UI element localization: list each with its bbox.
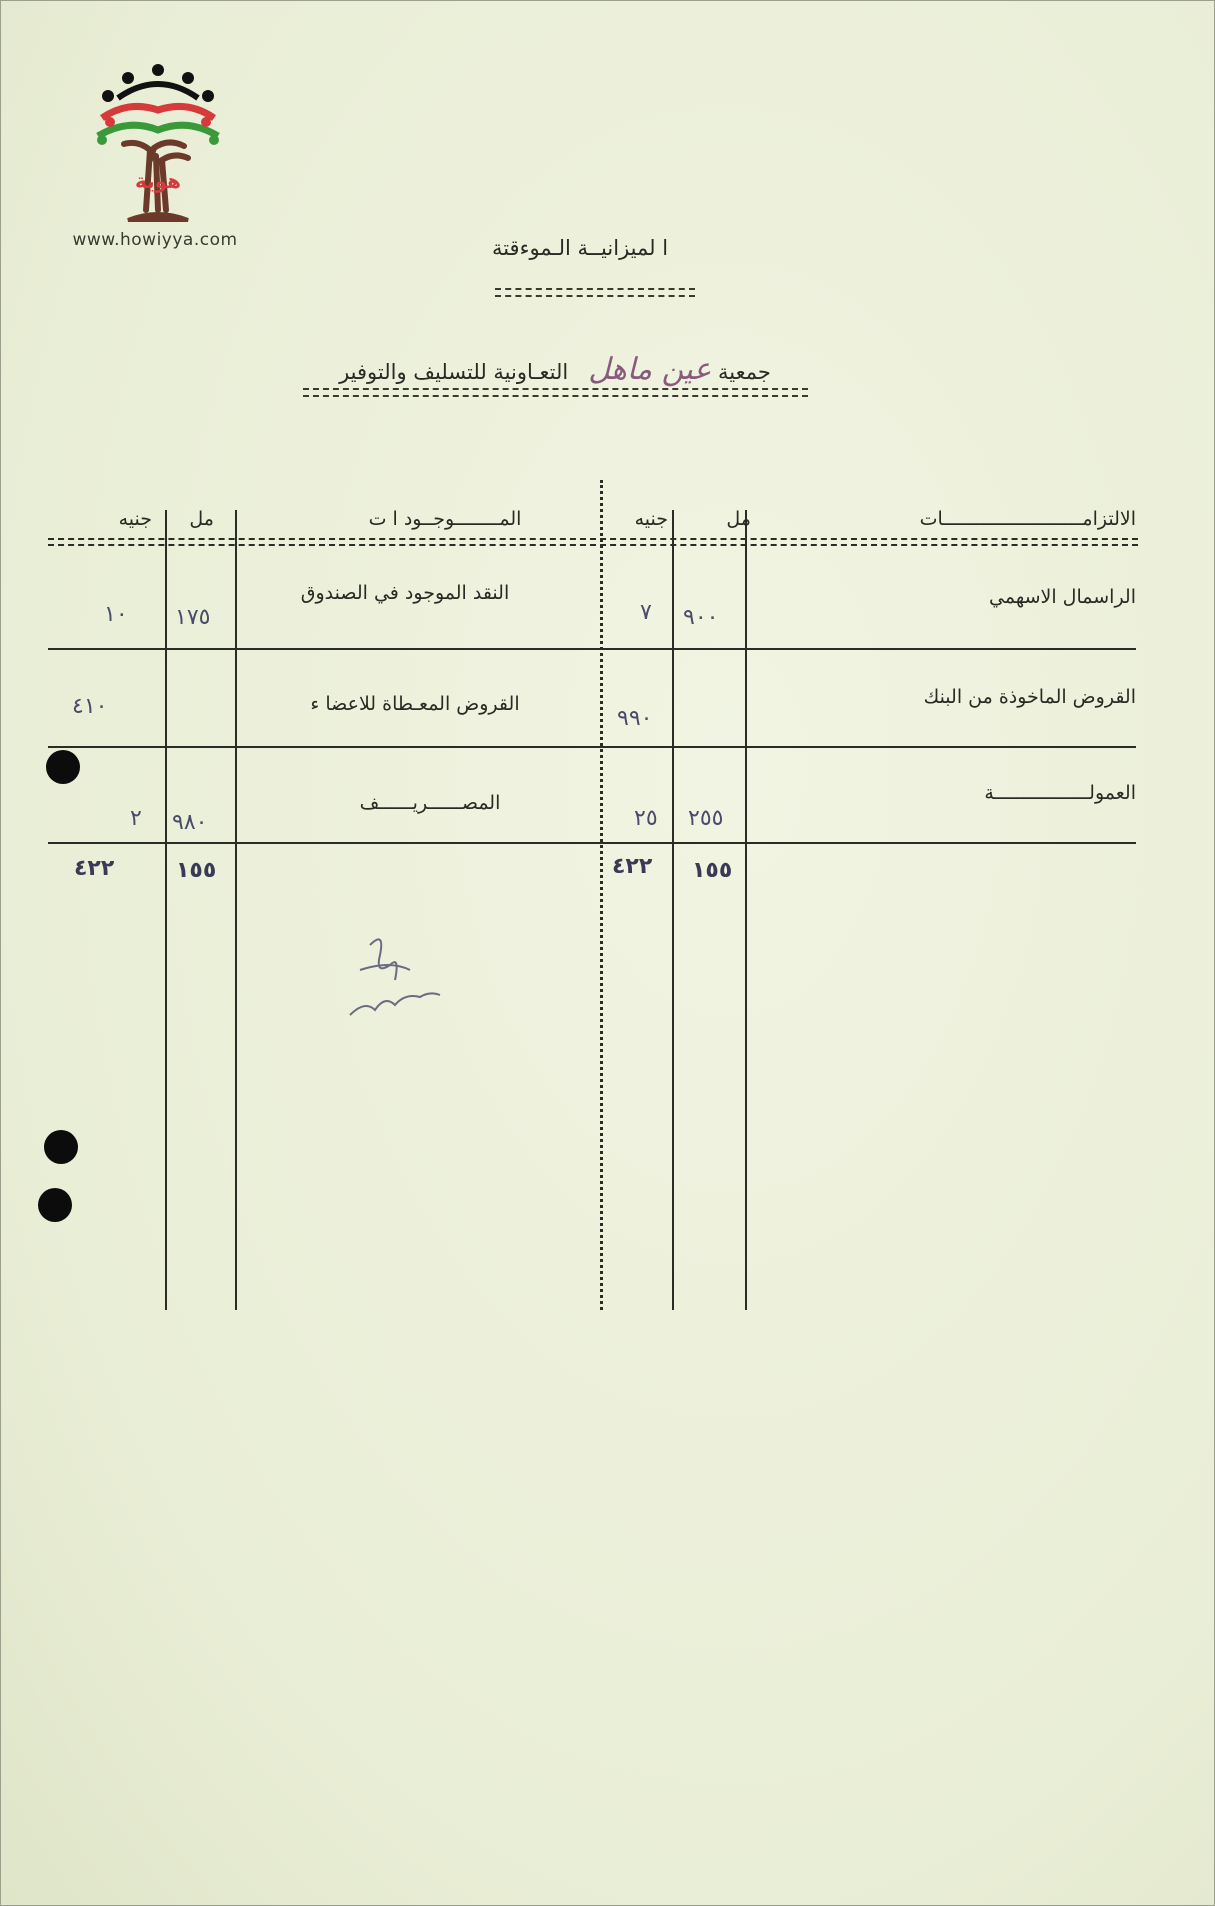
asset-mil-col-line	[235, 510, 237, 1310]
liab-junayh-1: ٧	[640, 600, 652, 625]
row-rule-2	[48, 746, 1136, 748]
liab-mil-3: ٢٥٥	[688, 806, 724, 831]
header-rule	[48, 538, 1138, 546]
header-liabilities: الالتزامـــــــــــــــــــــــــات	[919, 508, 1136, 530]
asset-junayh-1: ١٠	[104, 602, 128, 627]
asset-mil-1: ١٧٥	[175, 605, 211, 630]
asset-label-2: القروض المعـطاة للاعضا ء	[310, 693, 520, 715]
asset-total-mil: ١٥٥	[176, 858, 217, 883]
tree-logo-icon	[88, 60, 228, 230]
liab-label-3: العمولـــــــــــــــــة	[984, 782, 1136, 804]
liab-mil-col-line	[745, 510, 747, 1310]
society-prefix: جمعية	[718, 360, 771, 384]
liab-total-junayh: ٤٢٢	[612, 854, 653, 879]
row-rule-1	[48, 648, 1136, 650]
liab-mil-1: ٩٠٠	[683, 605, 719, 630]
title-underline	[495, 288, 695, 297]
asset-total-junayh: ٤٢٢	[74, 856, 115, 881]
center-divider	[600, 480, 603, 1310]
logo-url[interactable]: www.howiyya.com	[72, 230, 238, 250]
asset-junayh-3: ٢	[130, 806, 142, 831]
liab-junayh-2: ٩٩٠	[617, 706, 653, 731]
liab-label-2: القروض الماخوذة من البنك	[923, 686, 1136, 708]
signature-mark	[330, 925, 470, 1035]
society-handwritten-name: عين ماهل	[588, 352, 712, 387]
society-underline	[303, 388, 808, 397]
header-liab-mil: مل	[726, 508, 751, 530]
logo-wordmark: هوية	[134, 169, 182, 193]
punch-hole-1	[46, 750, 80, 784]
header-asset-junayh: جنيه	[118, 508, 152, 530]
asset-label-1: النقد الموجود في الصندوق	[300, 582, 510, 604]
punch-hole-2	[44, 1130, 78, 1164]
header-asset-mil: مل	[189, 508, 214, 530]
society-name	[300, 352, 810, 387]
liab-junayh-3: ٢٥	[634, 806, 658, 831]
asset-junayh-2: ٤١٠	[72, 694, 108, 719]
asset-label-3: المصــــــريــــــف	[359, 792, 501, 814]
liab-total-mil: ١٥٥	[692, 858, 733, 883]
row-rule-3	[48, 842, 1136, 844]
page-title: ا لميزانيــة الـموءقتة	[491, 236, 669, 260]
punch-hole-3	[38, 1188, 72, 1222]
liab-label-1: الراسمال الاسهمي	[989, 586, 1136, 608]
society-suffix: التعـاونية للتسليف والتوفير	[339, 360, 569, 384]
asset-junayh-col-line	[165, 510, 167, 1310]
header-assets: المــــــــوجــود ا ت	[368, 508, 522, 530]
header-liab-junayh: جنيه	[634, 508, 668, 530]
liab-junayh-col-line	[672, 510, 674, 1310]
asset-mil-3: ٩٨٠	[172, 810, 208, 835]
